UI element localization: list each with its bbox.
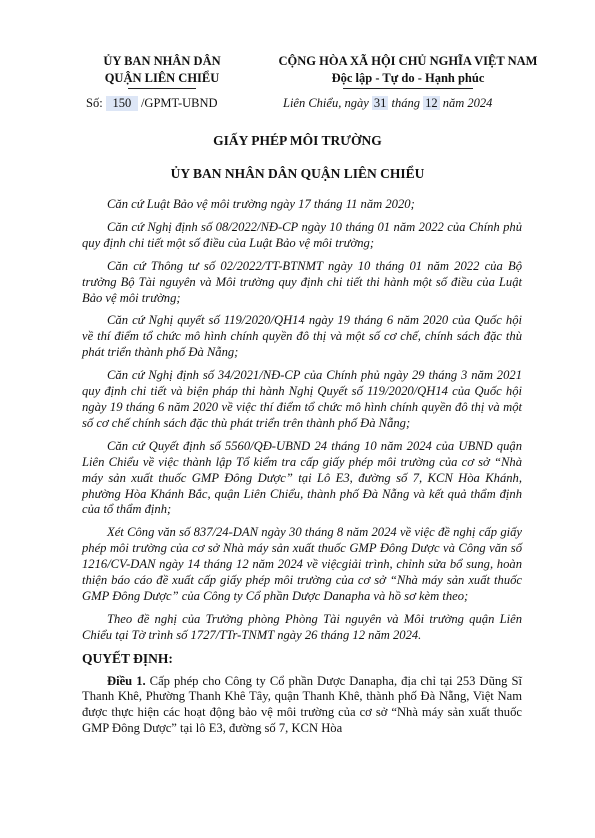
basis-paragraph: Căn cứ Luật Bảo vệ môi trường ngày 17 tháng 11 năm 2020; [107,197,415,211]
article-1-text: Cấp phép cho Công ty Cổ phần Dược Danapha, địa chỉ tại 253 Dũng Sĩ Thanh Khê, Phường Thanh Khê Tây, quận Thanh Khê, thành phố Đà Nẵng, Việt Nam được thực hiện các hoạt động bảo vệ môi trường của cơ sở “Nhà máy sản xuất thuốc GMP Đông Dược” tại lô E3, đường số 7, KCN Hòa [82,673,522,736]
basis-paragraph: Căn cứ Nghị định số 34/2021/NĐ-CP của Chính phủ ngày 29 tháng 3 năm 2021 quy định chi tiết và biện pháp thi hành Nghị Quyết số 119/2020/QH14 của Quốc hội ngày 19 tháng 6 năm 2020 về việc thí điểm tổ chức mô hình chính quyền đô thị và một số cơ chế chính sách đặc thù phát triển trên thành phố Đà Nẵng; [82,368,522,430]
issuer-header [82,53,242,87]
date-line [283,96,492,111]
basis-paragraph: Xét Công văn số 837/24-DAN ngày 30 tháng 8 năm 2024 về việc đề nghị cấp giấy phép môi trường của cơ sở Nhà máy sản xuất thuốc GMP Đông Dược và Công văn số 1216/CV-DAN ngày 14 tháng 12 năm 2024 về việcgiải trình, chỉnh sửa bổ sung, hoàn thiện báo cáo đề xuất cấp giấy phép môi trường của cơ sở “Nhà máy sản xuất thuốc GMP Đông Dược” của Công ty Cổ phần Dược Danapha và hồ sơ kèm theo; [82,525,522,603]
date-suffix: năm 2024 [439,96,493,110]
motto-underline [343,88,473,89]
date-prefix: Liên Chiểu, ngày [283,96,372,110]
issuer-underline [128,88,196,89]
document-number [86,96,218,111]
basis-paragraph: Căn cứ Quyết định số 5560/QĐ-UBND 24 tháng 10 năm 2024 của UBND quận Liên Chiểu về việc thành lập Tổ kiểm tra cấp giấy phép môi trường của cơ sở “Nhà máy sản xuất thuốc GMP Đông Dược” tại Lô E3, đường số 7, KCN Hòa Khánh, phường Hòa Khánh Bắc, quận Liên Chiểu, thành phố Đà Nẵng và kết quả thẩm định của tổ thẩm định; [82,438,522,517]
basis-paragraph: Căn cứ Thông tư số 02/2022/TT-BTNMT ngày 10 tháng 01 năm 2022 của Bộ trưởng Bộ Tài nguyên và Môi trường quy định chi tiết thi hành một số điều của Luật Bảo vệ môi trường; [82,258,522,305]
article-1 [82,674,522,738]
issuer-line-2: QUẬN LIÊN CHIỂU [104,71,220,85]
date-month-text: tháng [388,96,424,110]
issuing-authority: ỦY BAN NHÂN DÂN QUẬN LIÊN CHIỂU [170,166,425,181]
national-motto: Độc lập - Tự do - Hạnh phúc [331,71,485,85]
document-title: GIẤY PHÉP MÔI TRƯỜNG [213,133,382,148]
decision-heading: QUYẾT ĐỊNH: [82,650,173,666]
number-suffix: /GPMT-UBND [140,96,218,110]
number-value: 150 [106,96,138,111]
basis-paragraph: Căn cứ Nghị quyết số 119/2020/QH14 ngày 19 tháng 6 năm 2020 của Quốc hội về thí điểm tổ chức mô hình chính quyền đô thị và một số cơ chế, chính sách đặc thù phát triển thành phố Đà Nẵng; [82,313,522,360]
number-prefix: Số: [86,96,103,110]
basis-paragraph: Theo đề nghị của Trưởng phòng Phòng Tài nguyên và Môi trường quận Liên Chiểu tại Tờ trình số 1727/TTr-TNMT ngày 26 tháng 12 năm 2024. [82,611,522,642]
issuer-line-1: ỦY BAN NHÂN DÂN [103,54,221,68]
document-body [82,197,522,744]
article-1-label: Điều 1. [107,673,146,688]
date-month: 12 [425,96,438,110]
national-header [248,53,568,87]
basis-paragraph: Căn cứ Nghị định số 08/2022/NĐ-CP ngày 10 tháng 01 năm 2022 của Chính phủ quy định chi tiết một số điều của Luật Bảo vệ môi trường; [82,219,522,250]
national-line-1: CỘNG HÒA XÃ HỘI CHỦ NGHĨA VIỆT NAM [278,54,538,68]
date-day: 31 [373,96,387,110]
